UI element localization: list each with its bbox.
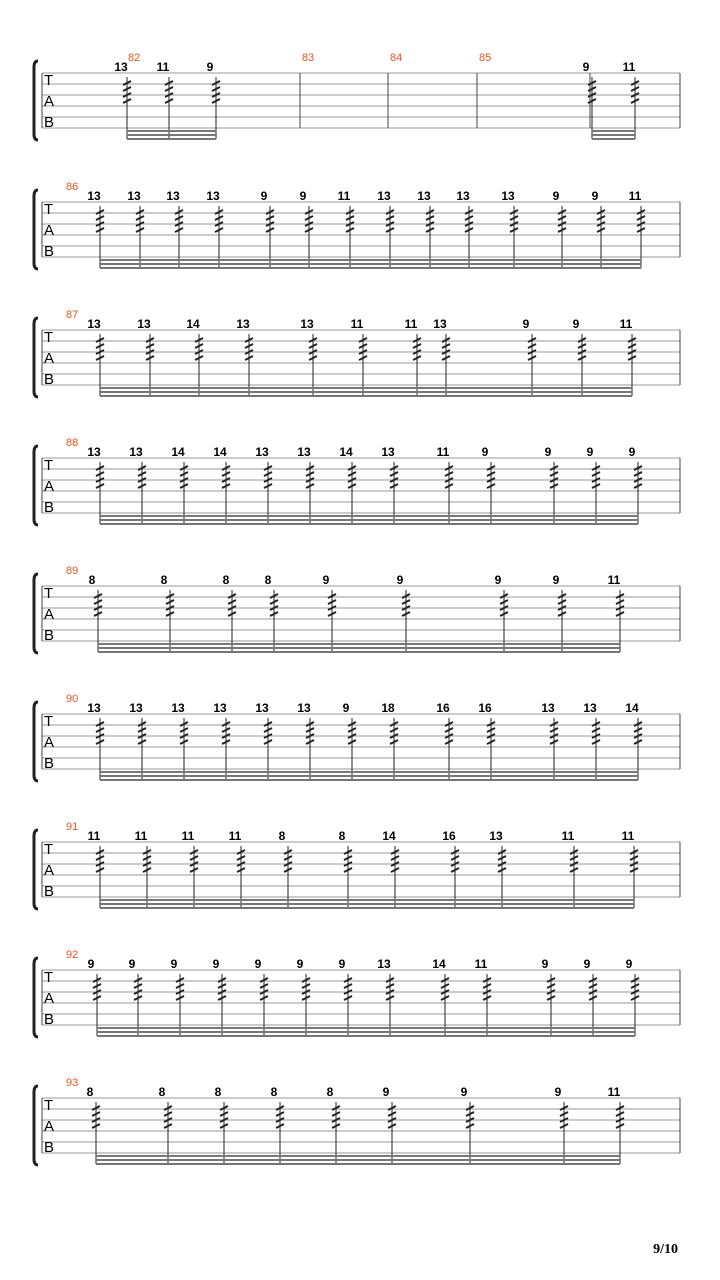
fret-number: 9 [572,317,580,331]
fret-number: 9 [541,957,549,971]
tab-clef-letter: T [44,969,54,986]
tab-system [34,821,680,909]
fret-number: 8 [326,1085,334,1099]
tab-clef-letter: T [44,457,54,474]
measure-number: 88 [66,437,79,449]
fret-number: 11 [621,829,635,843]
tab-clef-letter: B [44,1139,55,1156]
tab-clef-letter: T [44,329,54,346]
fret-number: 9 [296,957,304,971]
fret-number: 8 [86,1085,94,1099]
fret-number: 13 [87,317,101,331]
fret-number: 13 [114,60,128,74]
fret-number: 13 [297,701,311,715]
fret-number: 14 [171,445,185,459]
fret-number: 13 [206,189,220,203]
tab-clef-letter: T [44,713,54,730]
tab-clef-letter: B [44,114,55,131]
tab-clef-letter: T [44,1097,54,1114]
fret-number: 11 [134,829,148,843]
fret-number: 9 [206,60,214,74]
measure-number: 90 [66,693,79,705]
fret-number: 13 [297,445,311,459]
fret-number: 9 [591,189,599,203]
fret-number: 11 [436,445,450,459]
fret-number: 9 [582,60,590,74]
fret-number: 9 [254,957,262,971]
fret-number: 11 [181,829,195,843]
measure-number: 84 [390,52,403,64]
fret-number: 11 [404,317,418,331]
fret-number: 9 [554,1085,562,1099]
tab-clef-letter: A [44,478,55,495]
fret-number: 8 [264,573,272,587]
fret-number: 9 [128,957,136,971]
tab-system [34,949,680,1037]
fret-number: 9 [552,189,560,203]
fret-number: 9 [87,957,95,971]
tab-system [34,52,680,140]
fret-number: 13 [377,957,391,971]
measure-number: 83 [302,52,315,64]
tab-clef-letter: B [44,243,55,260]
tab-clef-letter: T [44,585,54,602]
tab-system [34,181,680,269]
fret-number: 11 [622,60,636,74]
fret-number: 9 [481,445,489,459]
fret-number: 13 [381,445,395,459]
system-bracket [34,574,38,653]
tab-clef-letter: B [44,883,55,900]
fret-number: 9 [583,957,591,971]
fret-number: 9 [170,957,178,971]
fret-number: 13 [129,701,143,715]
fret-number: 13 [213,701,227,715]
fret-number: 9 [552,573,560,587]
fret-number: 9 [522,317,530,331]
tab-clef-letter: T [44,841,54,858]
fret-number: 9 [494,573,502,587]
fret-number: 9 [544,445,552,459]
system-bracket [34,190,38,269]
fret-number: 13 [166,189,180,203]
system-bracket [34,702,38,781]
tab-system [34,565,680,653]
fret-number: 14 [186,317,200,331]
measure-number: 89 [66,565,79,577]
fret-number: 11 [337,189,351,203]
fret-number: 13 [236,317,250,331]
fret-number: 9 [322,573,330,587]
fret-number: 9 [338,957,346,971]
fret-number: 13 [87,445,101,459]
tab-clef-letter: A [44,606,55,623]
system-bracket [34,958,38,1037]
fret-number: 13 [127,189,141,203]
tab-clef-letter: B [44,371,55,388]
tab-clef-letter: A [44,1118,55,1135]
fret-number: 13 [501,189,515,203]
fret-number: 8 [270,1085,278,1099]
system-bracket [34,446,38,525]
fret-number: 14 [625,701,639,715]
fret-number: 11 [561,829,575,843]
fret-number: 11 [87,829,101,843]
measure-number: 85 [479,52,492,64]
fret-number: 16 [478,701,492,715]
fret-number: 11 [350,317,364,331]
measure-number: 93 [66,1077,79,1089]
tab-clef-letter: A [44,350,55,367]
fret-number: 13 [417,189,431,203]
fret-number: 13 [171,701,185,715]
measure-number: 87 [66,309,79,321]
measure-number: 91 [66,821,79,833]
tab-clef-letter: B [44,627,55,644]
tab-clef-letter: T [44,72,54,89]
tab-clef-letter: A [44,990,55,1007]
fret-number: 13 [87,189,101,203]
fret-number: 9 [625,957,633,971]
fret-number: 13 [255,701,269,715]
tab-clef-letter: A [44,222,55,239]
tab-system [34,309,680,397]
tab-clef-letter: T [44,201,54,218]
fret-number: 9 [260,189,268,203]
fret-number: 18 [381,701,395,715]
fret-number: 9 [212,957,220,971]
fret-number: 9 [628,445,636,459]
fret-number: 8 [214,1085,222,1099]
fret-number: 11 [619,317,633,331]
fret-number: 13 [300,317,314,331]
fret-number: 11 [607,573,621,587]
fret-number: 9 [342,701,350,715]
fret-number: 13 [489,829,503,843]
fret-number: 16 [442,829,456,843]
fret-number: 8 [338,829,346,843]
fret-number: 13 [87,701,101,715]
measure-number: 82 [128,52,141,64]
fret-number: 11 [474,957,488,971]
fret-number: 8 [88,573,96,587]
fret-number: 11 [228,829,242,843]
system-bracket [34,830,38,909]
system-bracket [34,318,38,397]
fret-number: 11 [607,1085,621,1099]
fret-number: 9 [586,445,594,459]
fret-number: 14 [382,829,396,843]
measure-number: 86 [66,181,79,193]
tab-clef-letter: B [44,755,55,772]
fret-number: 8 [278,829,286,843]
fret-number: 14 [432,957,446,971]
tab-clef-letter: B [44,1011,55,1028]
fret-number: 8 [222,573,230,587]
fret-number: 9 [382,1085,390,1099]
fret-number: 14 [213,445,227,459]
tab-clef-letter: B [44,499,55,516]
fret-number: 11 [156,60,170,74]
fret-number: 9 [396,573,404,587]
tab-system [34,1077,680,1165]
fret-number: 8 [160,573,168,587]
system-bracket [34,1086,38,1165]
tab-system [34,693,680,781]
tab-system [34,437,680,525]
fret-number: 11 [628,189,642,203]
fret-number: 13 [377,189,391,203]
fret-number: 9 [460,1085,468,1099]
fret-number: 13 [456,189,470,203]
fret-number: 13 [433,317,447,331]
tab-clef-letter: A [44,734,55,751]
fret-number: 13 [255,445,269,459]
page-number: 9/10 [653,1242,678,1257]
fret-number: 8 [158,1085,166,1099]
fret-number: 14 [339,445,353,459]
tab-clef-letter: A [44,93,55,110]
fret-number: 13 [137,317,151,331]
fret-number: 13 [129,445,143,459]
measure-number: 92 [66,949,79,961]
fret-number: 13 [583,701,597,715]
fret-number: 9 [299,189,307,203]
tab-clef-letter: A [44,862,55,879]
fret-number: 16 [436,701,450,715]
system-bracket [34,61,38,140]
fret-number: 13 [541,701,555,715]
